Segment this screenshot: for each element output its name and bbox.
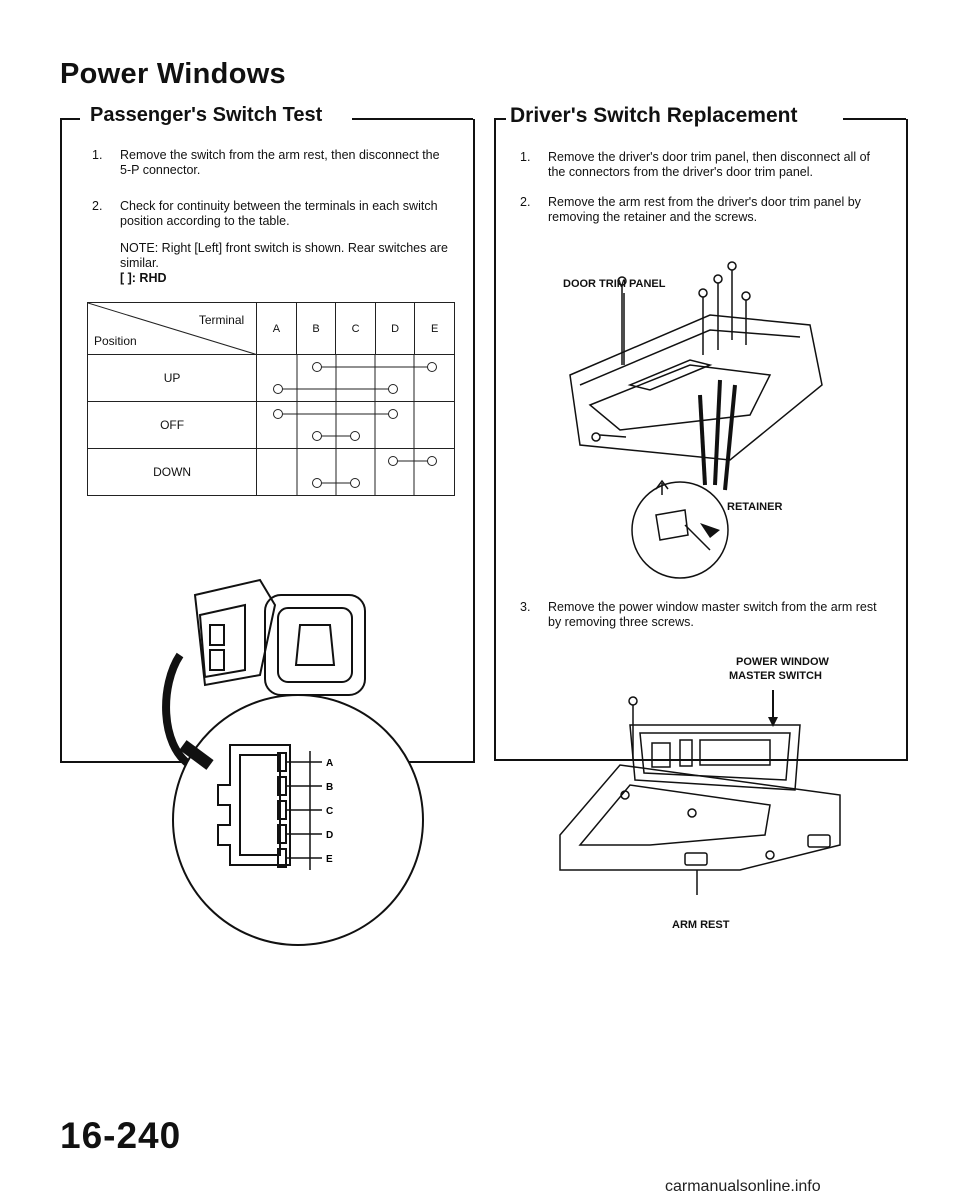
connector-magnifier: [173, 695, 423, 945]
door-trim-panel-icon: [570, 315, 822, 460]
terminal-header-b: B: [296, 303, 336, 355]
table-column-dividers: [258, 354, 455, 496]
door-trim-illustration: [560, 255, 830, 595]
row-position-up: UP: [88, 355, 257, 402]
label-master-switch-line2: MASTER SWITCH: [729, 670, 822, 682]
pin-label-c: C: [326, 806, 334, 817]
step-text: Check for continuity between the terminals in each switch position according to the table.: [120, 199, 438, 228]
pin-label-d: D: [326, 830, 334, 841]
step-number: 1.: [520, 150, 531, 164]
step-number: 1.: [92, 148, 103, 162]
step-text: Remove the switch from the arm rest, then disconnect the 5-P connector.: [120, 148, 440, 177]
row-position-down: DOWN: [88, 449, 257, 496]
step-item: [92, 199, 457, 231]
pin-label-b: B: [326, 782, 334, 793]
step-item: [520, 600, 890, 632]
panel-top-rule: [352, 118, 473, 120]
step-text: Remove the arm rest from the driver's door trim panel by removing the retainer and the screws.: [548, 195, 861, 224]
label-arm-rest: ARM REST: [672, 919, 730, 931]
terminal-header-c: C: [336, 303, 376, 355]
arm-rest-icon: [560, 765, 840, 870]
header-terminal: Terminal: [198, 313, 245, 327]
pin-label-a: A: [326, 758, 334, 769]
table-corner-header: [88, 303, 257, 355]
step-item: [520, 150, 890, 182]
step-number: 2.: [92, 199, 103, 213]
label-master-switch-line1: POWER WINDOW: [736, 656, 829, 668]
label-door-trim-panel: DOOR TRIM PANEL: [563, 278, 666, 290]
panel-top-rule: [843, 118, 906, 120]
arm-rest-illustration: [540, 685, 850, 895]
step-text: Remove the power window master switch from the arm rest by removing three screws.: [548, 600, 877, 629]
pin-label-e: E: [326, 854, 333, 865]
step-item: [520, 195, 890, 227]
switch-connector-illustration: [150, 565, 460, 950]
header-position: Position: [94, 334, 137, 348]
step-number: 2.: [520, 195, 531, 209]
step-number: 3.: [520, 600, 531, 614]
page-number: 16-240: [60, 1115, 182, 1156]
section-title-driver-switch-replacement: Driver's Switch Replacement: [506, 104, 801, 128]
section-title-passenger-switch-test: Passenger's Switch Test: [86, 104, 326, 127]
terminal-header-d: D: [375, 303, 415, 355]
note-text: NOTE: Right [Left] front switch is shown. Rear switches are similar.: [120, 241, 448, 270]
step-item: [92, 148, 457, 180]
panel-top-rule: [60, 118, 80, 120]
master-switch-icon: [630, 725, 800, 790]
step-text: Remove the driver's door trim panel, then disconnect all of the connectors from the driver's door trim panel.: [548, 150, 870, 179]
window-switch-icon: [195, 580, 365, 695]
panel-top-rule: [494, 118, 506, 120]
page-title: Power Windows: [60, 58, 286, 90]
screw-icons: [592, 262, 750, 441]
footer-watermark: carmanualsonline.info: [665, 1178, 821, 1195]
terminal-header-a: A: [257, 303, 297, 355]
label-retainer: RETAINER: [727, 501, 783, 513]
row-position-off: OFF: [88, 402, 257, 449]
rhd-note: [ ]: RHD: [120, 271, 167, 285]
terminal-header-e: E: [415, 303, 455, 355]
retainer-leaders: [700, 380, 735, 490]
